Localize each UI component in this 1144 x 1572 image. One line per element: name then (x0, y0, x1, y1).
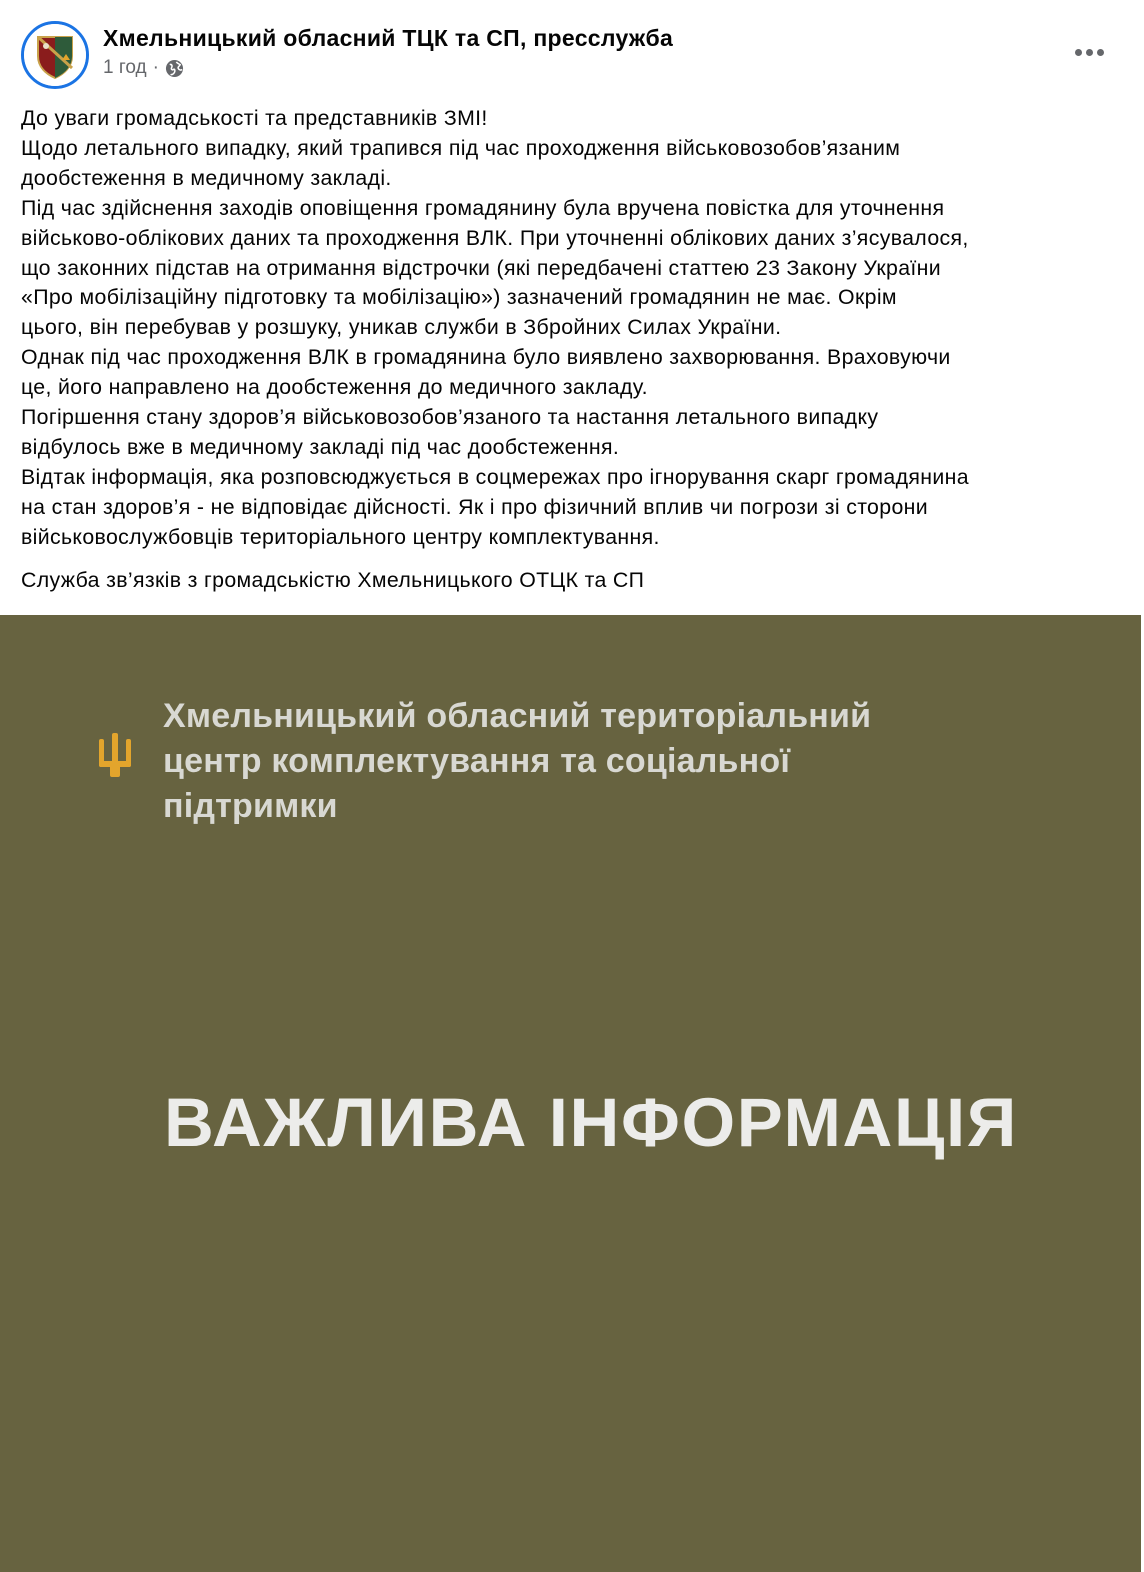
trident-icon (95, 731, 135, 779)
org-line: центр комплектування та соціальної (163, 742, 791, 780)
post-line: військовослужбовців територіального центру комплектування. (21, 524, 660, 549)
org-line: Хмельницький обласний територіальний (163, 697, 872, 735)
post-line: Однак під час проходження ВЛК в громадянина було виявлено захворювання. Враховуючи (21, 345, 951, 370)
post-header (0, 0, 1144, 100)
post-line: цього, він перебував у розшуку, уникав служби в Збройних Силах України. (21, 315, 782, 340)
post-meta (103, 57, 184, 79)
post-line: Відтак інформація, яка розповсюджується в соцмережах про ігнорування скарг громадянина (21, 464, 969, 489)
post-line: дообстеження в медичному закладі. (21, 165, 392, 190)
post-line: що законних підстав на отримання відстрочки (які передбачені статтею 23 Закону України (21, 255, 942, 280)
post-line: «Про мобілізаційну підготовку та мобілізацію») зазначений громадянин не має. Окрім (21, 285, 897, 310)
post-line: До уваги громадськості та представників ЗМІ! (21, 106, 488, 130)
post-time[interactable]: 1 год (103, 57, 147, 78)
page-avatar[interactable] (21, 21, 89, 89)
organization-name (163, 694, 1063, 829)
meta-separator: · (152, 57, 159, 78)
post-signature: Служба зв’язків з громадськістю Хмельницького ОТЦК та СП (21, 568, 645, 592)
author-name[interactable]: Хмельницький обласний ТЦК та СП, пресслужба (103, 25, 674, 51)
post-line: відбулось вже в медичному закладі під час дообстеження. (21, 434, 620, 459)
post-line: військово-облікових даних та проходження ВЛК. При уточненні облікових даних з’ясувалося, (21, 225, 969, 250)
post-line: Погіршення стану здоров’я військовозобов’язаного та настання летального випадку (21, 405, 879, 430)
attached-image[interactable] (0, 615, 1141, 1572)
post-line: це, його направлено на дообстеження до медичного закладу. (21, 375, 648, 400)
globe-icon[interactable] (165, 59, 184, 78)
image-headline: ВАЖЛИВА ІНФОРМАЦІЯ (164, 1084, 1018, 1161)
post-line: Щодо летального випадку, який трапився під час проходження військовозобов’язаним (21, 135, 901, 160)
org-line: підтримки (163, 787, 338, 825)
post-line: на стан здоров’я - не відповідає дійсності. Як і про фізичний вплив чи погрози зі сторони (21, 494, 928, 519)
post-line: Під час здійснення заходів оповіщення громадянину була вручена повістка для уточнення (21, 195, 945, 220)
shield-emblem-icon (24, 24, 86, 86)
post-message (21, 104, 1131, 553)
more-options-icon (1075, 49, 1104, 56)
more-options-button[interactable] (1064, 34, 1114, 70)
